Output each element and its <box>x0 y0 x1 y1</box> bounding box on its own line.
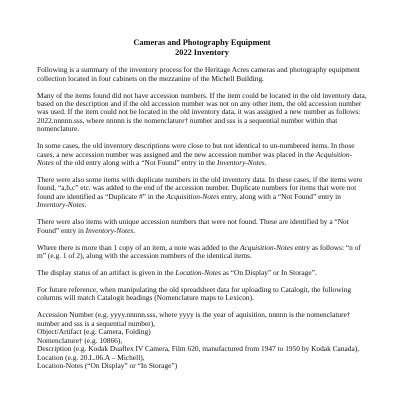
paragraph-accession-numbers: Many of the items found did not have accession numbers. If the item could be located in the old inventory data, based on the description and if the old accession number was not on any other item, the old accession number was used. If the item could not be located in the old inventory data, it was assigned a new number as follows: 2022.nnnnn.sss, where nnnnn is the nomenclature† number and sss is a sequential number within that nomenclature. <box>37 90 367 134</box>
acquisition-notes-term: Acquisition-Notes <box>239 242 293 252</box>
list-item: Nomenclature† (e.g. 10866), <box>37 335 123 345</box>
paragraph-duplicate-numbers: There were also some items with duplicate numbers in the old inventory data. In these cases, if the items were found, “a,b,c” etc. was added to the end of the accession number. Duplicate numbers for items that were not found are identified as “Duplicate #” in the Acquisition-Notes entry, along with a “Not Found” entry in Inventory-Notes. <box>37 175 363 210</box>
document-subtitle: 2022 Inventory <box>175 47 229 57</box>
paragraph-not-found: There were also items with unique accession numbers that were not found. These are identified by a “Not Found” entry in Inventory-Notes. <box>37 217 349 235</box>
list-item: Location-Notes (“On Display” or “In Storage”) <box>37 360 178 370</box>
inventory-notes-term: Inventory-Notes <box>85 225 134 235</box>
list-item: Location (e.g. 20.L.06.A – Michell), <box>37 352 145 362</box>
inventory-notes-term: Inventory-Notes <box>217 158 265 168</box>
location-notes-term: Location-Notes <box>175 268 221 278</box>
list-item: Accession Number (e.g. yyyy.nnnnn.sss, where yyyy is the year of aquisition, nnnnn is the nomenclature† number and sss is a sequential number), <box>37 310 351 328</box>
paragraph-display-status: The display status of an artifact is given in the Location-Notes as “On Display” or In Storage”. <box>37 268 317 278</box>
list-item: Description (e.g. Kodak Duaflex IV Camera, Film 620, manufactured from 1947 to 1950 by Kodak Canada), <box>37 344 360 354</box>
column-list <box>37 311 367 370</box>
acquisition-notes-term: Acquisition-Notes <box>166 191 220 201</box>
document-page <box>37 38 367 370</box>
inventory-notes-term: Inventory-Notes <box>37 200 85 210</box>
paragraph-future-reference: For future reference, when manipulating the old spreadsheet data for uploading to Catalogit, the following columns will match Catalogit headings (Nomenclature maps to Lexicon). <box>37 285 352 303</box>
paragraph-summary: Following is a summary of the inventory process for the Heritage Acres cameras and photography equipment collection located in four cabinets on the mezzanine of the Michell Building. <box>37 65 360 83</box>
document-title: Cameras and Photography Equipment <box>133 38 271 47</box>
list-item: Object/Artifact (e.g. Camera, Folding) <box>37 327 151 337</box>
acquisition-notes-term: Acquisition-Notes <box>37 149 353 168</box>
paragraph-multiple-copies: Where there is more than 1 copy of an item, a note was added to the Acquisition-Notes entry as follows: “n of m” (e.g. 1 of 2), along with the accession numbers of the identical items. <box>37 242 361 261</box>
paragraph-close-descriptions: In some cases, the old inventory descriptions were close to but not identical to un-numbered items. In those cases, a new accession number was assigned and the new accession number was placed in the Acquisition-Notes of the old entry along with a “Not Found” entry in the Inventory-Notes. <box>37 141 355 168</box>
